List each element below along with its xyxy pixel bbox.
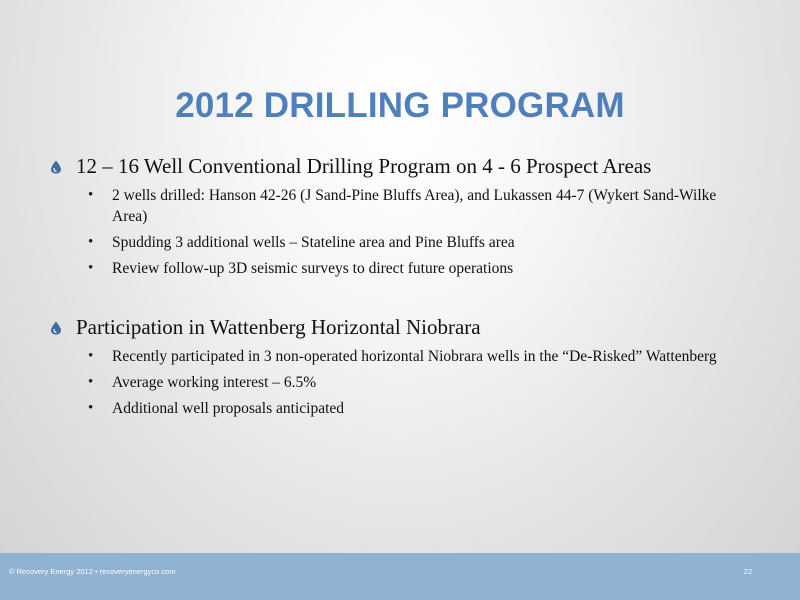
footer-bar xyxy=(0,553,800,600)
bullet-icon: • xyxy=(88,400,94,416)
page-number: 22 xyxy=(743,567,752,576)
list-item xyxy=(48,258,738,279)
list-item xyxy=(48,346,738,367)
water-drop-icon xyxy=(50,321,62,335)
list-item-text: Average working interest – 6.5% xyxy=(112,374,317,391)
list-item-text: Spudding 3 additional wells – Stateline area and Pine Bluffs area xyxy=(112,234,515,251)
bullet-icon: • xyxy=(88,260,94,276)
section-heading-text: 12 – 16 Well Conventional Drilling Program on 4 - 6 Prospect Areas xyxy=(76,154,652,178)
bullet-list xyxy=(48,346,738,419)
footer-copyright: © Recovery Energy 2012 • recoveryenergyco.com xyxy=(9,567,176,576)
section-heading-text: Participation in Wattenberg Horizontal Niobrara xyxy=(76,315,481,339)
bullet-list xyxy=(48,185,738,279)
list-item-text: Additional well proposals anticipated xyxy=(112,400,345,417)
list-item xyxy=(48,372,738,393)
section-heading xyxy=(48,152,738,180)
list-item xyxy=(48,232,738,253)
section-wattenberg-niobrara xyxy=(48,313,738,419)
list-item-text: 2 wells drilled: Hanson 42-26 (J Sand-Pine Bluffs Area), and Lukassen 44-7 (Wykert Sand-Wilke Area) xyxy=(112,187,717,225)
list-item xyxy=(48,398,738,419)
slide-content xyxy=(48,152,738,419)
bullet-icon: • xyxy=(88,348,94,364)
bullet-icon: • xyxy=(88,234,94,250)
list-item xyxy=(48,185,738,227)
section-conventional-drilling xyxy=(48,152,738,279)
bullet-icon: • xyxy=(88,374,94,390)
water-drop-icon xyxy=(50,160,62,174)
slide-title: 2012 DRILLING PROGRAM xyxy=(175,86,625,125)
bullet-icon: • xyxy=(88,187,94,203)
section-heading xyxy=(48,313,738,341)
list-item-text: Recently participated in 3 non-operated horizontal Niobrara wells in the “De-Risked” Wattenberg xyxy=(112,348,717,365)
list-item-text: Review follow-up 3D seismic surveys to direct future operations xyxy=(112,260,514,277)
